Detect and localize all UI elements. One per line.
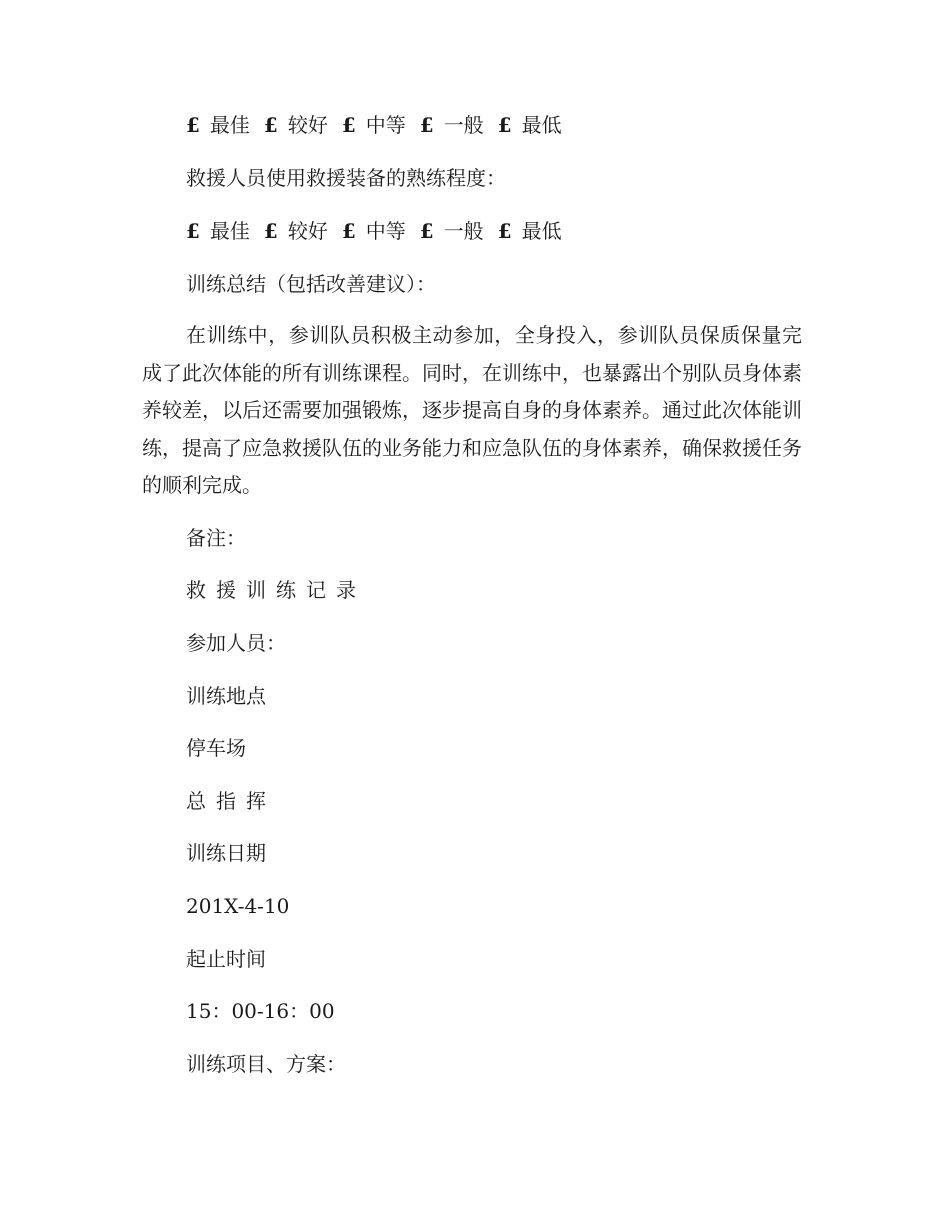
checkbox-icon: £ [186,113,200,137]
rating-option [342,112,406,138]
rating-option [420,218,484,244]
rating-option-label: 中等 [365,219,406,243]
record-title: 救援训练记录 [186,578,366,602]
checkbox-icon: £ [341,113,356,137]
summary-label: 训练总结（包括改善建议）： [186,272,436,296]
rating-option [498,112,562,138]
checkbox-icon: £ [419,219,434,243]
date-value: 201X-4-10 [186,894,290,918]
checkbox-icon: £ [341,219,356,243]
rating-option-label: 较好 [287,113,328,137]
time-label: 起止时间 [186,947,266,971]
rating-option [186,218,250,244]
date-label: 训练日期 [186,841,266,865]
rating-option-label: 最佳 [209,113,250,137]
checkbox-icon: £ [497,113,512,137]
time-value: 15：00-16：00 [186,999,335,1023]
rating-option [186,112,250,138]
rating-options-top [186,112,576,138]
checkbox-icon: £ [263,219,278,243]
rating-option-label: 一般 [443,113,484,137]
rating-option-label: 最低 [521,113,562,137]
rating-option-label: 最佳 [209,219,250,243]
training-items-label: 训练项目、方案： [186,1052,346,1076]
rating-option-label: 一般 [443,219,484,243]
location-value: 停车场 [186,736,246,760]
location-label: 训练地点 [186,684,266,708]
commander-label: 总指挥 [186,789,276,813]
rating-option [420,112,484,138]
checkbox-icon: £ [263,113,278,137]
rating-option [264,218,328,244]
rating-option-label: 中等 [365,113,406,137]
rating-options-equipment [186,218,576,244]
rating-option [498,218,562,244]
participants-label: 参加人员： [186,631,286,655]
equipment-question: 救援人员使用救援装备的熟练程度： [186,166,506,190]
checkbox-icon: £ [419,113,434,137]
checkbox-icon: £ [497,219,512,243]
notes-label: 备注： [186,526,246,550]
rating-option-label: 较好 [287,219,328,243]
summary-paragraph: 在训练中，参训队员积极主动参加，全身投入，参训队员保质保量完成了此次体能的所有训练课程。同时，在训练中，也暴露出个别队员身体素养较差，以后还需要加强锻炼，逐步提高自身的身体素养。通过此次体能训练，提高了应急救援队伍的业务能力和应急队伍的身体素养，确保救援任务的顺利完成。 [142,323,802,498]
checkbox-icon: £ [186,219,200,243]
rating-option [342,218,406,244]
rating-option [264,112,328,138]
rating-option-label: 最低 [521,219,562,243]
